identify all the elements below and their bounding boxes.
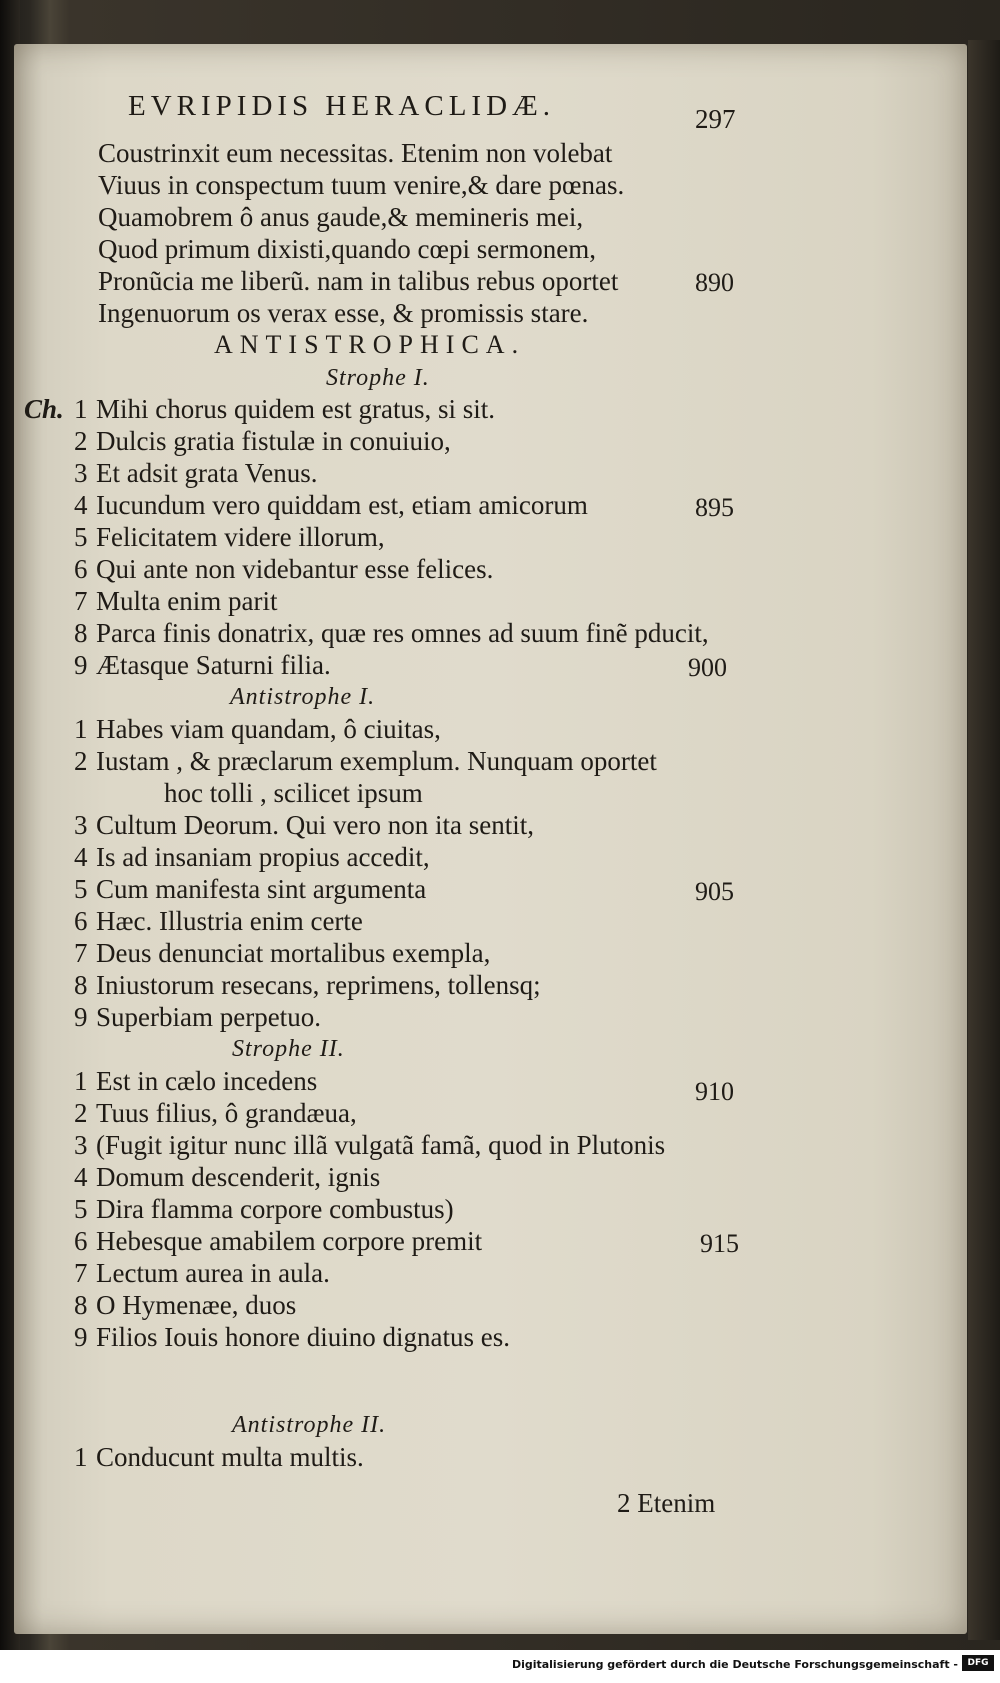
text-line: Quamobrem ô anus gaude,& memineris mei, [98, 202, 584, 232]
page-edge [968, 40, 1000, 1640]
verse-line: 8 Parca finis donatrix, quæ res omnes ad suum finẽ pducit, [74, 618, 709, 648]
verse-line: 1 Est in cælo incedens [74, 1066, 318, 1096]
verse-line: 3 Cultum Deorum. Qui vero non ita sentit, [74, 810, 534, 840]
verse-number: 900 [688, 653, 727, 682]
verse-line: 4 Is ad insaniam propius accedit, [74, 842, 430, 872]
text-line: Ingenuorum os verax esse, & promissis stare. [98, 298, 589, 328]
page-number: 297 [695, 104, 736, 134]
verse-number: 915 [700, 1229, 739, 1258]
verse-line: 1 Habes viam quandam, ô ciuitas, [74, 714, 441, 744]
strophe-heading: Strophe II. [232, 1036, 345, 1062]
verse-line: 1 Mihi chorus quidem est gratus, si sit. [74, 394, 495, 424]
verse-line: 6 Qui ante non videbantur esse felices. [74, 554, 494, 584]
verse-line: 5 Dira flamma corpore combustus) [74, 1194, 454, 1224]
verse-line: 2 Dulcis gratia fistulæ in conuiuio, [74, 426, 451, 456]
antistrophe-heading: Antistrophe II. [232, 1412, 387, 1438]
verse-line: 8 O Hymenæe, duos [74, 1290, 297, 1320]
verse-line: 3 (Fugit igitur nunc illã vulgatã famã, quod in Plutonis [74, 1130, 666, 1160]
verse-line: 6 Hæc. Illustria enim certe [74, 906, 363, 936]
verse-line: 6 Hebesque amabilem corpore premit [74, 1226, 483, 1256]
verse-line: 7 Lectum aurea in aula. [74, 1258, 330, 1288]
verse-line: 9 Ætasque Saturni filia. [74, 650, 331, 680]
verse-line: 3 Et adsit grata Venus. [74, 458, 318, 488]
verse-line: 1 Conducunt multa multis. [74, 1442, 364, 1472]
verse-line: 7 Multa enim parit [74, 586, 278, 616]
verse-line: 5 Cum manifesta sint argumenta [74, 874, 427, 904]
verse-line: 7 Deus denunciat mortalibus exempla, [74, 938, 491, 968]
speaker-label: Ch. [24, 394, 64, 424]
text-line: Pronũcia me liberũ. nam in talibus rebus oportet [98, 266, 619, 296]
antistrophe-heading: Antistrophe I. [230, 684, 376, 710]
verse-line: 9 Filios Iouis honore diuino dignatus es. [74, 1322, 510, 1352]
verse-number: 910 [695, 1077, 734, 1106]
dfg-logo: DFG [962, 1655, 994, 1671]
verse-line: 5 Felicitatem videre illorum, [74, 522, 385, 552]
verse-number: 890 [695, 268, 734, 297]
running-title: EVRIPIDIS HERACLIDÆ. [128, 90, 556, 122]
footer-bar [0, 1650, 1000, 1683]
text-line: Quod primum dixisti,quando cœpi sermonem, [98, 234, 596, 264]
verse-line: 2 Tuus filius, ô grandæua, [74, 1098, 357, 1128]
strophe-heading: Strophe I. [326, 365, 430, 391]
verse-continuation: hoc tolli , scilicet ipsum [164, 778, 423, 808]
verse-line: 9 Superbiam perpetuo. [74, 1002, 321, 1032]
verse-line: 4 Iucundum vero quiddam est, etiam amicorum [74, 490, 588, 520]
catchword: 2 Etenim [617, 1488, 716, 1518]
text-line: Coustrinxit eum necessitas. Etenim non volebat [98, 138, 613, 168]
verse-number: 905 [695, 877, 734, 906]
verse-line: 8 Iniustorum resecans, reprimens, tollensq; [74, 970, 541, 1000]
verse-number: 895 [695, 493, 734, 522]
funding-credit: Digitalisierung gefördert durch die Deutsche Forschungsgemeinschaft - [511, 1658, 958, 1671]
text-line: Viuus in conspectum tuum venire,& dare pœnas. [98, 170, 625, 200]
verse-line: 2 Iustam , & præclarum exemplum. Nunquam oportet [74, 746, 657, 776]
verse-line: 4 Domum descenderit, ignis [74, 1162, 381, 1192]
section-title: ANTISTROPHICA. [214, 330, 526, 359]
